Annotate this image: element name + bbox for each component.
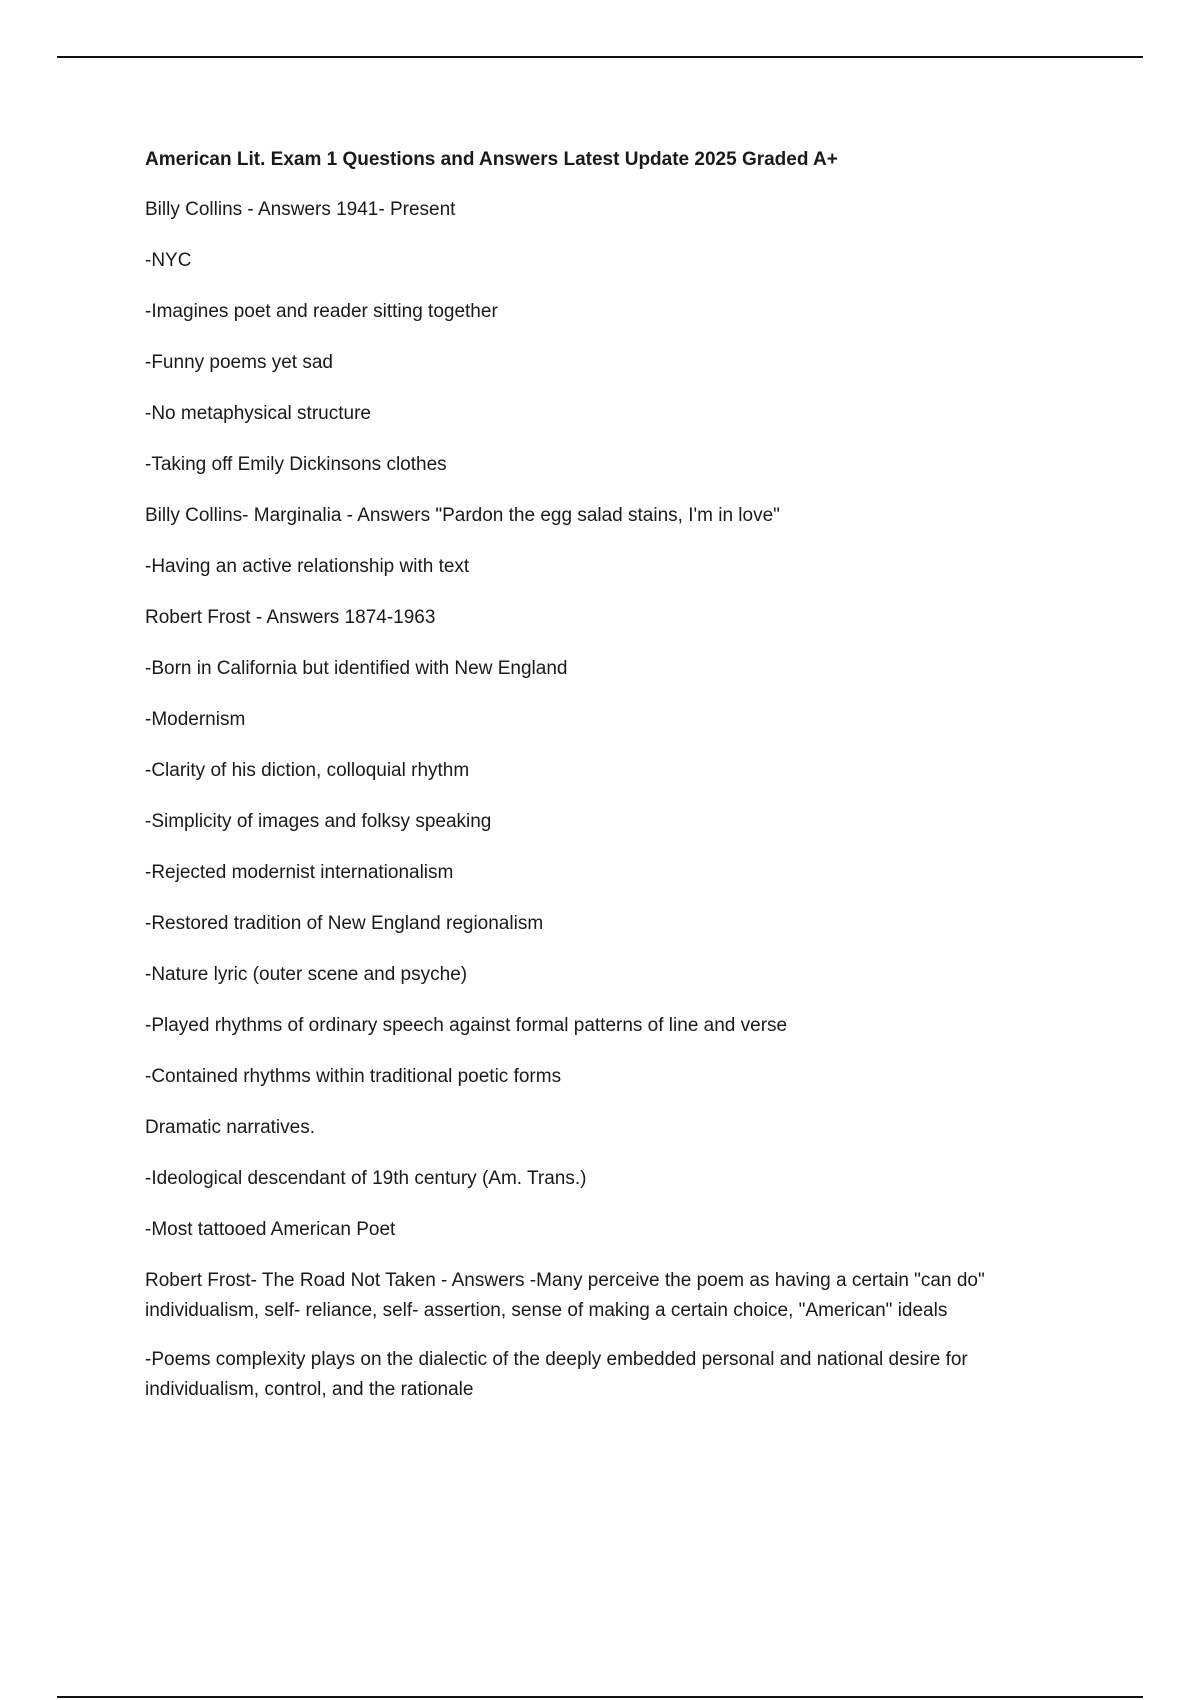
document-line: -Ideological descendant of 19th century (Am. Trans.) — [145, 1168, 587, 1189]
document-line: -Born in California but identified with New England — [145, 658, 568, 679]
document-line: Robert Frost- The Road Not Taken - Answers -Many perceive the poem as having a certain "can do" individualism, self- reliance, self- assertion, sense of making a certain choice, "American" ideals — [145, 1270, 985, 1321]
bottom-rule — [57, 1696, 1143, 1698]
document-body — [145, 145, 1055, 1424]
document-line: -Imagines poet and reader sitting together — [145, 301, 498, 322]
document-line: -No metaphysical structure — [145, 403, 371, 424]
document-line: -Most tattooed American Poet — [145, 1219, 396, 1240]
document-line: -Restored tradition of New England regionalism — [145, 913, 544, 934]
document-line: -NYC — [145, 250, 192, 271]
document-line: -Clarity of his diction, colloquial rhythm — [145, 760, 470, 781]
document-line: Billy Collins- Marginalia - Answers "Pardon the egg salad stains, I'm in love" — [145, 505, 780, 526]
document-line: -Nature lyric (outer scene and psyche) — [145, 964, 468, 985]
document-line: -Simplicity of images and folksy speaking — [145, 811, 492, 832]
document-title: American Lit. Exam 1 Questions and Answers Latest Update 2025 Graded A+ — [145, 149, 838, 170]
document-line: -Taking off Emily Dickinsons clothes — [145, 454, 447, 475]
document-line: -Rejected modernist internationalism — [145, 862, 454, 883]
document-line: -Funny poems yet sad — [145, 352, 333, 373]
document-line: -Poems complexity plays on the dialectic of the deeply embedded personal and national desire for individualism, control, and the rationale — [145, 1349, 968, 1400]
document-line: -Modernism — [145, 709, 246, 730]
document-line: -Having an active relationship with text — [145, 556, 470, 577]
document-line: -Contained rhythms within traditional poetic forms — [145, 1066, 562, 1087]
document-line: -Played rhythms of ordinary speech against formal patterns of line and verse — [145, 1015, 788, 1036]
document-line: Dramatic narratives. — [145, 1117, 315, 1138]
document-line: Billy Collins - Answers 1941- Present — [145, 199, 456, 220]
document-line: Robert Frost - Answers 1874-1963 — [145, 607, 436, 628]
top-rule — [57, 56, 1143, 58]
